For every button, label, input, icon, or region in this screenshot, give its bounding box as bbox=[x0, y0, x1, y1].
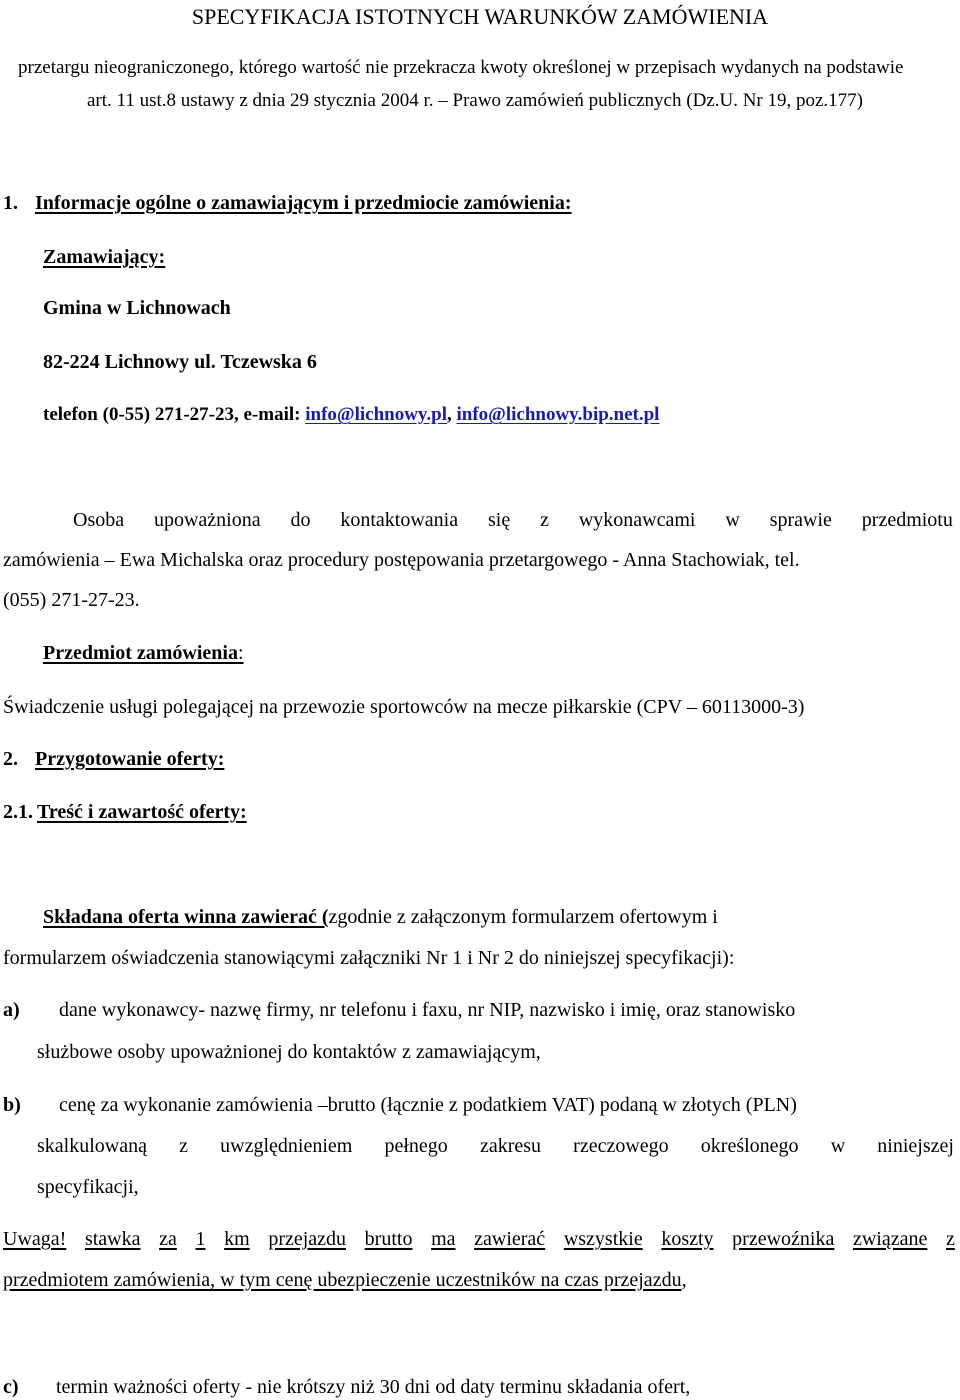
word: wszystkie bbox=[563, 1228, 643, 1250]
section-1-number: 1. bbox=[3, 192, 18, 214]
word: 1 bbox=[195, 1228, 206, 1250]
item-b-line-2 bbox=[37, 1136, 954, 1156]
document-title: SPECYFIKACJA ISTOTNYCH WARUNKÓW ZAMÓWIENIA bbox=[191, 4, 769, 29]
contact-person-line-1 bbox=[73, 510, 953, 530]
word: stawka bbox=[84, 1228, 141, 1250]
word: w bbox=[725, 509, 740, 531]
subject-label bbox=[43, 643, 244, 663]
word: wykonawcami bbox=[578, 509, 696, 531]
section-2-heading bbox=[3, 749, 224, 769]
email-separator: , bbox=[446, 404, 457, 425]
item-c-marker: c) bbox=[3, 1376, 19, 1398]
note-label: Uwaga! bbox=[3, 1228, 67, 1250]
word: kontaktowania bbox=[340, 509, 459, 531]
note-line-1 bbox=[3, 1229, 955, 1249]
item-b-marker: b) bbox=[3, 1094, 21, 1116]
note-line-2-text: przedmiotem zamówienia, w tym cenę ubezpieczenie uczestników na czas przejazdu bbox=[3, 1269, 682, 1291]
word: uwzględnieniem bbox=[220, 1135, 353, 1157]
email-link-2[interactable]: info@lichnowy.bip.net.pl bbox=[456, 404, 660, 425]
word: określonego bbox=[700, 1135, 799, 1157]
note-line-2-end: , bbox=[681, 1269, 687, 1291]
section-1-heading bbox=[3, 193, 572, 213]
word: zawierać bbox=[474, 1228, 546, 1250]
word: związane bbox=[852, 1228, 928, 1250]
contracting-authority-address: 82-224 Lichnowy ul. Tczewska 6 bbox=[43, 351, 317, 373]
word: w bbox=[830, 1135, 846, 1157]
word: sprawie bbox=[769, 509, 832, 531]
subsection-2-1-heading bbox=[3, 802, 247, 822]
word: przewoźnika bbox=[732, 1228, 835, 1250]
word: z bbox=[540, 509, 549, 531]
contact-person-line-3: (055) 271-27-23. bbox=[3, 589, 140, 611]
word: km bbox=[224, 1228, 250, 1250]
word: z bbox=[945, 1228, 955, 1250]
email-link-1[interactable]: info@lichnowy.pl bbox=[305, 404, 447, 425]
word: zakresu bbox=[479, 1135, 542, 1157]
offer-intro-bold: Składana oferta winna zawierać ( bbox=[43, 906, 329, 928]
subtitle-line-2: art. 11 ust.8 ustawy z dnia 29 stycznia 2004 r. – Prawo zamówień publicznych (Dz.U. Nr 19, poz.177) bbox=[87, 90, 864, 111]
contracting-authority-label bbox=[43, 247, 165, 267]
contracting-authority-name: Gmina w Lichnowach bbox=[43, 297, 231, 319]
word: skalkulowaną bbox=[37, 1135, 147, 1157]
subject-label-text: Przedmiot zamówienia bbox=[43, 642, 238, 664]
offer-intro-rest: zgodnie z załączonym formularzem ofertowym i bbox=[328, 906, 718, 928]
word: niniejszej bbox=[877, 1135, 954, 1157]
item-a-line-2: służbowe osoby upoważnionej do kontaktów z zamawiającym, bbox=[37, 1041, 541, 1063]
contact-person-line-2: zamówienia – Ewa Michalska oraz procedury postępowania przetargowego - Anna Stachowiak, tel. bbox=[3, 549, 800, 571]
item-a-line-1: dane wykonawcy- nazwę firmy, nr telefonu i faxu, nr NIP, nazwisko i imię, oraz stanowisko bbox=[59, 999, 796, 1021]
word: brutto bbox=[364, 1228, 413, 1250]
word: upoważniona bbox=[153, 509, 261, 531]
subject-text: Świadczenie usługi polegającej na przewozie sportowców na mecze piłkarskie (CPV – 60113000-3) bbox=[3, 696, 805, 718]
section-2-title: Przygotowanie oferty: bbox=[35, 748, 225, 770]
subtitle-line-1: przetargu nieograniczonego, którego wartość nie przekracza kwoty określonej w przepisach wydanych na podstawie bbox=[18, 57, 904, 78]
subsection-2-1-title: Treść i zawartość oferty: bbox=[37, 801, 247, 823]
word: przedmiotu bbox=[861, 509, 953, 531]
word: rzeczowego bbox=[573, 1135, 669, 1157]
item-a-marker: a) bbox=[3, 999, 20, 1021]
word: przejazdu bbox=[268, 1228, 347, 1250]
word: za bbox=[159, 1228, 177, 1250]
item-b-line-1: cenę za wykonanie zamówienia –brutto (łącznie z podatkiem VAT) podaną w złotych (PLN) bbox=[59, 1094, 797, 1116]
subsection-2-1-number: 2.1. bbox=[3, 801, 33, 823]
word: z bbox=[179, 1135, 189, 1157]
contact-details bbox=[43, 405, 659, 424]
word: Osoba bbox=[73, 509, 125, 531]
word: ma bbox=[431, 1228, 456, 1250]
word: koszty bbox=[661, 1228, 714, 1250]
contracting-authority-text: Zamawiający: bbox=[43, 246, 166, 268]
section-2-number: 2. bbox=[3, 748, 18, 770]
subject-label-colon: : bbox=[237, 642, 244, 664]
phone-text: telefon (0-55) 271-27-23, e-mail: bbox=[43, 404, 306, 425]
offer-intro-line-1 bbox=[43, 907, 718, 927]
word: się bbox=[488, 509, 511, 531]
word: do bbox=[290, 509, 311, 531]
offer-intro-line-2: formularzem oświadczenia stanowiącymi załączniki Nr 1 i Nr 2 do niniejszej specyfikacji): bbox=[3, 947, 735, 969]
word: pełnego bbox=[384, 1135, 448, 1157]
section-1-title: Informacje ogólne o zamawiającym i przedmiocie zamówienia: bbox=[35, 192, 572, 214]
item-b-line-3: specyfikacji, bbox=[37, 1176, 139, 1198]
note-line-2 bbox=[3, 1270, 687, 1290]
item-c-text: termin ważności oferty - nie krótszy niż 30 dni od daty terminu składania ofert, bbox=[56, 1376, 691, 1398]
